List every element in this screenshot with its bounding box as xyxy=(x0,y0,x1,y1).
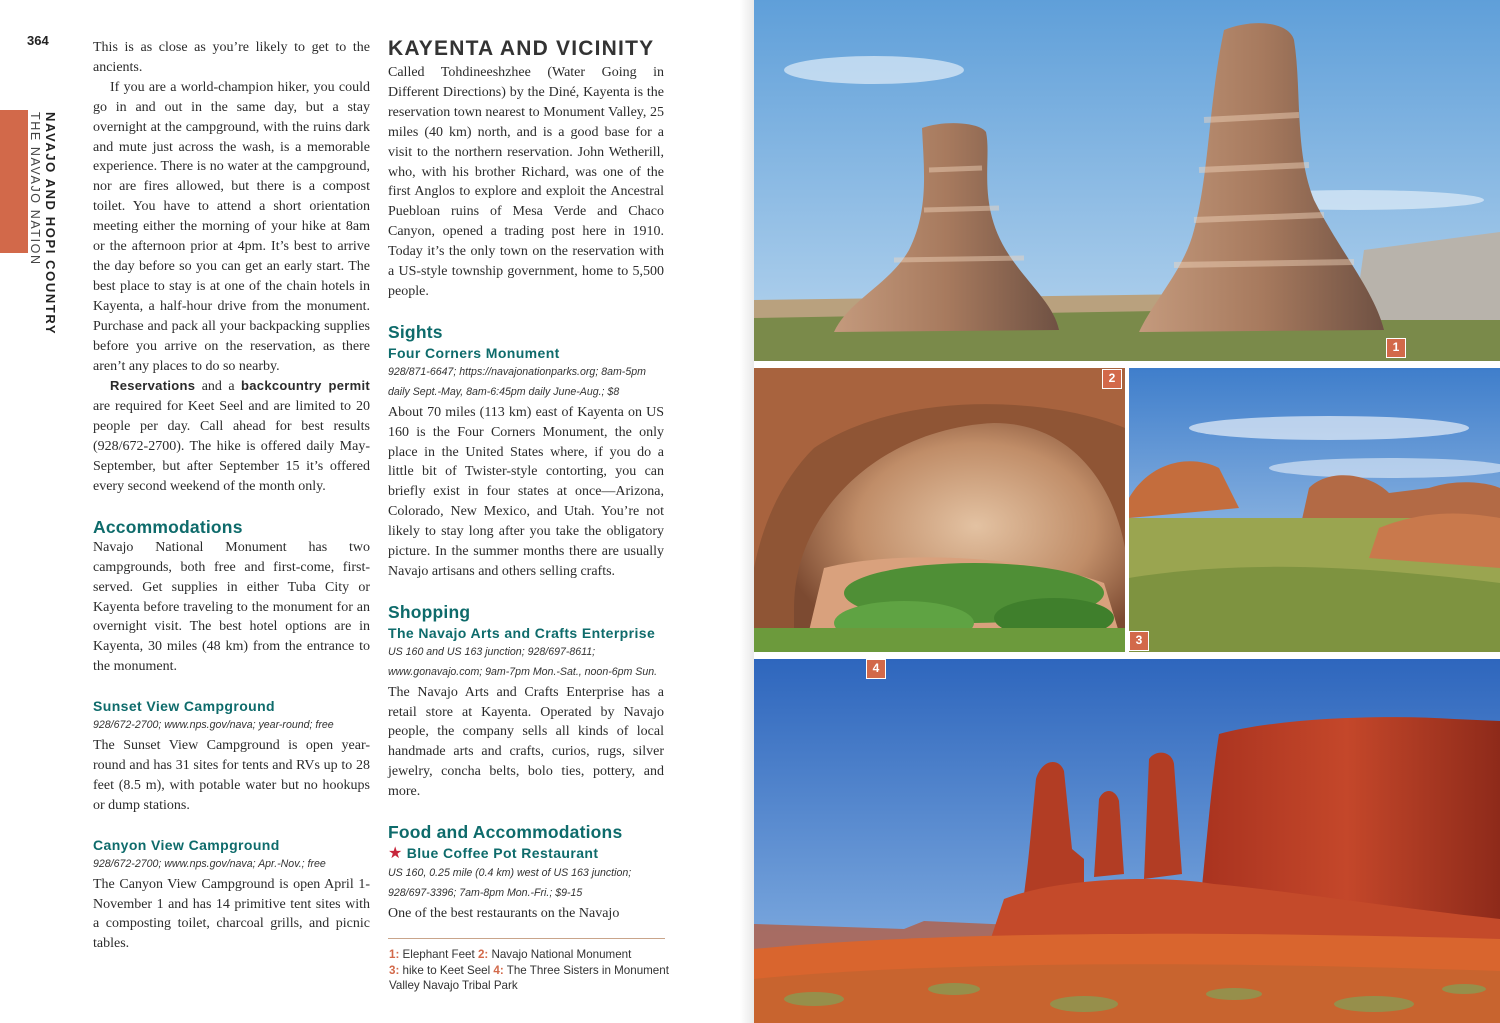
paragraph: One of the best restaurants on the Navajo xyxy=(388,905,620,921)
running-head xyxy=(26,112,58,335)
section-heading-shopping: Shopping xyxy=(388,601,471,622)
listing-meta: 928/871-6647; https://navajonationparks.org; 8am-5pm daily Sept.-May, 8am-6:45pm daily June-Aug.; $8 xyxy=(388,365,646,398)
listing-heading-blue-coffee-pot: ★ Blue Coffee Pot Restaurant xyxy=(388,845,599,863)
caption-divider xyxy=(388,938,665,939)
photo-elephant-feet xyxy=(754,0,1500,361)
paragraph: The Sunset View Campground is open year-round and has 31 sites for tents and RVs up to 28 feet (8.5 m), with potable water but no hookups or dump stations. xyxy=(93,738,370,813)
listing-meta: US 160 and US 163 junction; 928/697-8611; www.gonavajo.com; 9am-7pm Mon.-Sat., noon-6pm Sun. xyxy=(388,645,658,678)
paragraph: The Canyon View Campground is open April 1-November 1 and has 14 primitive tent sites with a composting toilet, charcoal grills, and picnic tables. xyxy=(93,876,370,952)
text-column-2 xyxy=(388,38,664,924)
chapter-section-title: KAYENTA AND VICINITY xyxy=(388,37,655,60)
photo-navajo-national-monument xyxy=(754,368,1125,652)
photo-number-badge: 3 xyxy=(1129,631,1149,651)
running-head-section: THE NAVAJO NATION xyxy=(27,112,42,266)
section-heading-food: Food and Accommodations xyxy=(388,822,623,843)
photo-number-badge: 2 xyxy=(1102,369,1122,389)
photo-caption: 1: Elephant Feet 2: Navajo National Monument 3: hike to Keet Seel 4: The Three Sisters in Monument Valley Navajo Tribal Park xyxy=(389,948,669,992)
reservations-paragraph: Reservations and a backcountry permit are required for Keet Seel and are limited to 20 people per day. Call ahead for best results (928/672-2700). The hike is offered daily May-September, but after September 15 it’s offered every second weekend of the month only. xyxy=(93,378,371,494)
paragraph: About 70 miles (113 km) east of Kayenta on US 160 is the Four Corners Monument, the only place in the United States where, if you do a little bit of Twister-style contorting, you can briefly exist in four states at once—Arizona, Colorado, New Mexico, and Utah. You’re not likely to stay long after you take the obligatory picture. In the summer months there are usually Navajo artisans and others selling crafts. xyxy=(388,404,664,579)
photo-number-badge: 1 xyxy=(1386,338,1406,358)
listing-heading-navajo-arts: The Navajo Arts and Crafts Enterprise xyxy=(388,624,656,641)
bold-term: Reservations xyxy=(110,378,196,394)
paragraph: This is as close as you’re likely to get to the ancients. xyxy=(93,40,370,75)
section-heading-sights: Sights xyxy=(388,321,443,342)
listing-heading-canyon-view: Canyon View Campground xyxy=(93,836,280,853)
photo-three-sisters xyxy=(754,659,1500,1023)
section-heading-accommodations: Accommodations xyxy=(93,516,243,537)
listing-heading-four-corners: Four Corners Monument xyxy=(388,344,560,361)
page-gutter xyxy=(740,0,754,1023)
page-number: 364 xyxy=(27,33,49,48)
photo-keet-seel-hike xyxy=(1129,368,1500,652)
paragraph: Called Tohdineeshzhee (Water Going in Different Directions) by the Diné, Kayenta is the reservation town nearest to Monument Valley, 25 miles (40 km) north, and is a good base for a visit to the northern reservation. John Wetherill, who, with his brother Richard, was one of the first Anglos to explore and exploit the Ancestral Puebloan ruins of Mesa Verde and Chaco Canyon, opened a trading post here in 1910. Today it’s the only town on the reservation with a US-style township government, home to 5,500 people. xyxy=(388,65,664,299)
paragraph: Navajo National Monument has two campgrounds, both free and first-come, first-served. Get supplies in either Tuba City or Kayenta before traveling to the monument for an overnight visit. The best hotel options are in Kayenta, 30 miles (48 km) from the entrance to the monument. xyxy=(93,539,370,675)
listing-meta: US 160, 0.25 mile (0.4 km) west of US 163 junction; 928/697-3396; 7am-8pm Mon.-Fri.; $9-15 xyxy=(388,867,632,899)
listing-meta: 928/672-2700; www.nps.gov/nava; Apr.-Nov.; free xyxy=(93,857,326,870)
bold-term: backcountry permit xyxy=(241,378,371,394)
star-icon: ★ xyxy=(388,845,403,863)
paragraph: If you are a world-champion hiker, you could go in and out in the same day, but a stay overnight at the campground, with the ruins dark and mute just across the wash, is a memorable experience. There is no water at the campground, nor are fires allowed, but there is a compost toilet. You have to attend a short orientation meeting either the morning of your hike at 8am or the afternoon prior at 4pm. It’s best to arrive the day before so you can get an early start. The best place to stay is at one of the chain hotels in Kayenta, a half-hour drive from the monument. Purchase and pack all your backpacking supplies before you arrive on the reservation, as there aren’t any places to do so nearby. xyxy=(93,79,370,374)
listing-heading-sunset-view: Sunset View Campground xyxy=(93,698,276,715)
text-column-1 xyxy=(93,38,370,954)
listing-meta: 928/672-2700; www.nps.gov/nava; year-round; free xyxy=(93,719,334,732)
chapter-tab xyxy=(0,110,28,253)
running-head-chapter: NAVAJO AND HOPI COUNTRY xyxy=(43,112,58,336)
photo-number-badge: 4 xyxy=(866,659,886,679)
paragraph: The Navajo Arts and Crafts Enterprise has a retail store at Kayenta. Operated by Navajo people, the company sells all kinds of local handmade arts and crafts, curios, rugs, silver jewelry, concha belts, bolo ties, pottery, and more. xyxy=(388,684,664,800)
